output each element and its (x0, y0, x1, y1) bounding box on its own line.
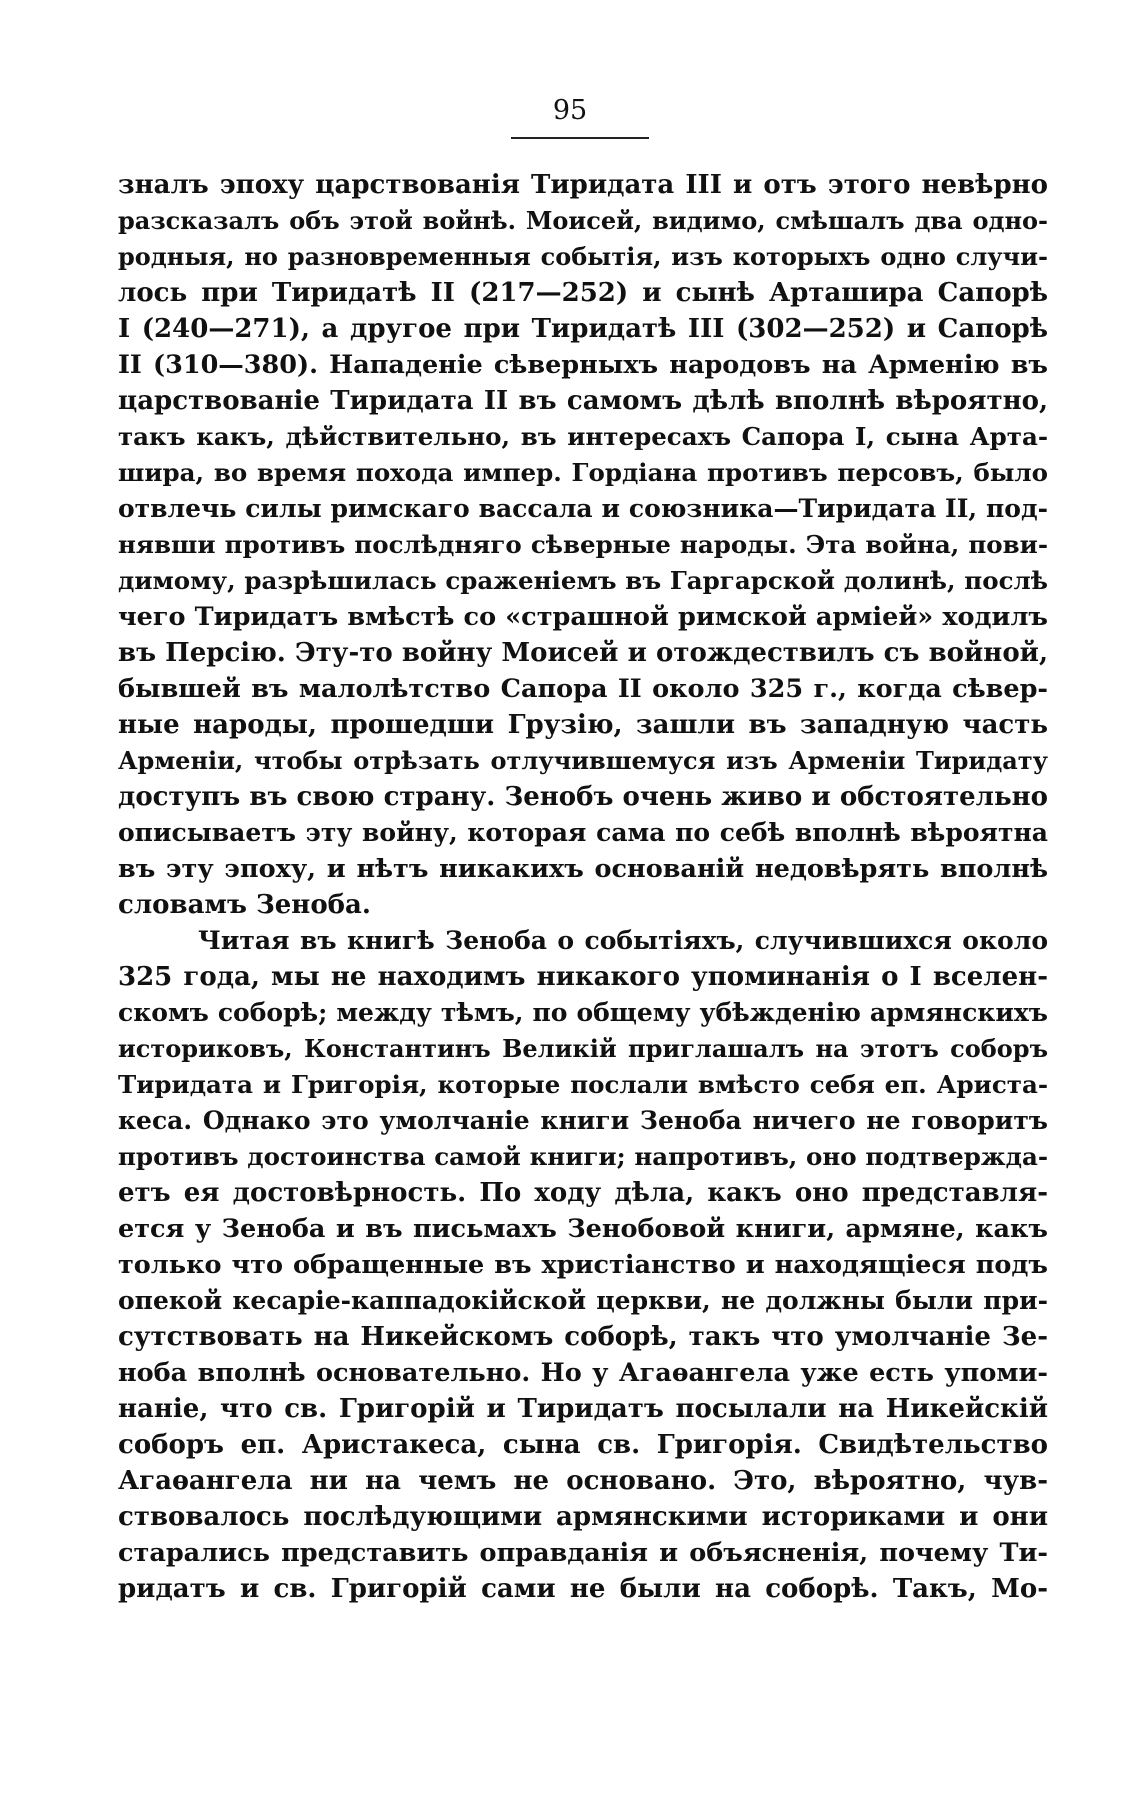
text-line: нявши противъ послѣдняго сѣверные народы. Эта война, пови- (118, 530, 1048, 559)
text-line: словамъ Зеноба. (118, 890, 371, 920)
text-line: сутствовать на Никейскомъ соборѣ, такъ что умолчаніе Зе- (118, 1322, 1048, 1352)
text-line: разсказалъ объ этой войнѣ. Моисей, видимо, смѣшалъ два одно- (118, 206, 1048, 235)
text-line: скомъ соборѣ; между тѣмъ, по общему убѣжденію армянскихъ (118, 998, 1048, 1027)
text-line: ствовалось послѣдующими армянскими историками и они (118, 1502, 1048, 1532)
text-line: бывшей въ малолѣтство Сапора II около 325 г., когда сѣвер- (118, 674, 1048, 704)
text-line: Агаѳангела ни на чемъ не основано. Это, вѣроятно, чув- (118, 1466, 1048, 1496)
text-line: наніе, что св. Григорій и Тиридатъ посылали на Никейскій (118, 1394, 1048, 1424)
text-line: въ эту эпоху, и нѣтъ никакихъ основаній недовѣрять вполнѣ (118, 854, 1048, 884)
text-line: царствованіе Тиридата II въ самомъ дѣлѣ вполнѣ вѣроятно, (118, 386, 1048, 416)
text-line: II (310—380). Нападеніе сѣверныхъ народовъ на Арменію въ (118, 350, 1048, 380)
text-line: описываетъ эту войну, которая сама по себѣ вполнѣ вѣроятна (118, 818, 1048, 847)
text-line: Тиридата и Григорія, которые послали вмѣсто себя еп. Ариста- (118, 1070, 1048, 1099)
text-line: ется у Зеноба и въ письмахъ Зенобовой книги, армяне, какъ (118, 1214, 1048, 1244)
text-line: историковъ, Константинъ Великій приглашалъ на этотъ соборъ (118, 1034, 1048, 1063)
text-line: соборъ еп. Аристакеса, сына св. Григорія. Свидѣтельство (118, 1430, 1048, 1460)
text-line: только что обращенные въ христіанство и находящіеся подъ (118, 1250, 1048, 1280)
page-number: 95 (552, 95, 588, 126)
text-line: такъ какъ, дѣйствительно, въ интересахъ Сапора I, сына Арта- (118, 422, 1048, 451)
paragraph-start-line: Читая въ книгѣ Зеноба о событіяхъ, случившихся около (198, 926, 1048, 955)
text-line: ридатъ и св. Григорій сами не были на соборѣ. Такъ, Мо- (118, 1574, 1048, 1604)
text-line: въ Персію. Эту-то войну Моисей и отождествилъ съ войной, (118, 638, 1048, 668)
body-text (118, 167, 1048, 1607)
text-line: отвлечь силы римскаго вассала и союзника—Тиридата II, под- (118, 494, 1048, 523)
text-line: опекой кесаріе-каппадокійской церкви, не должны были при- (118, 1286, 1048, 1315)
text-line: I (240—271), а другое при Тиридатѣ III (302—252) и Сапорѣ (118, 314, 1048, 344)
text-line: ные народы, прошедши Грузію, зашли въ западную часть (118, 710, 1048, 740)
text-line: етъ ея достовѣрность. По ходу дѣла, какъ оно представля- (118, 1178, 1048, 1208)
text-line: противъ достоинства самой книги; напротивъ, оно подтвержда- (118, 1142, 1048, 1171)
text-line: шира, во время похода импер. Гордіана противъ персовъ, было (118, 458, 1048, 487)
text-line: доступъ въ свою страну. Зенобъ очень живо и обстоятельно (118, 782, 1048, 812)
text-line: старались представить оправданія и объясненія, почему Ти- (118, 1538, 1048, 1568)
text-line: чего Тиридатъ вмѣстѣ со «страшной римской арміей» ходилъ (118, 602, 1048, 632)
text-line: лось при Тиридатѣ II (217—252) и сынѣ Арташира Сапорѣ (118, 278, 1048, 308)
text-line: Арменіи, чтобы отрѣзать отлучившемуся изъ Арменіи Тиридату (118, 746, 1048, 775)
text-line: димому, разрѣшилась сраженіемъ въ Гаргарской долинѣ, послѣ (118, 566, 1048, 595)
text-line: 325 года, мы не находимъ никакого упоминанія о I вселен- (118, 962, 1048, 992)
text-line: кеса. Однако это умолчаніе книги Зеноба ничего не говоритъ (118, 1106, 1048, 1135)
text-line: родныя, но разновременныя событія, изъ которыхъ одно случи- (118, 242, 1048, 271)
text-line: зналъ эпоху царствованія Тиридата III и отъ этого невѣрно (118, 170, 1048, 200)
header-rule (511, 137, 649, 139)
text-line: ноба вполнѣ основательно. Но у Агаѳангела уже есть упоми- (118, 1358, 1048, 1388)
